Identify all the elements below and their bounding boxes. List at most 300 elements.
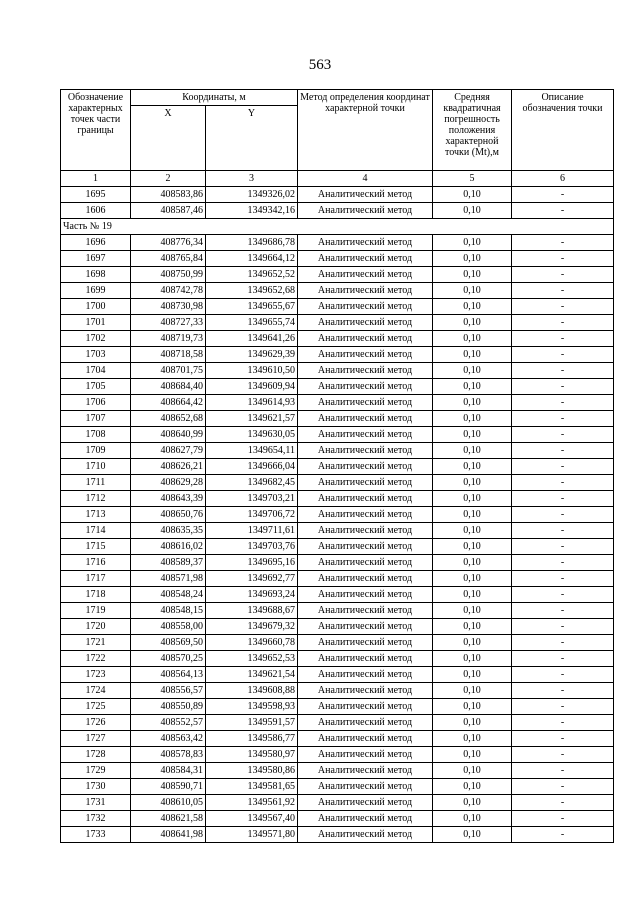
y-cell: 1349682,45 xyxy=(206,475,298,491)
x-cell: 408564,13 xyxy=(131,667,206,683)
error-cell: 0,10 xyxy=(433,363,512,379)
point-name-cell: 1711 xyxy=(61,475,131,491)
y-cell: 1349621,57 xyxy=(206,411,298,427)
page-number: 563 xyxy=(308,57,332,73)
table-row xyxy=(61,555,614,571)
point-name-cell: 1698 xyxy=(61,267,131,283)
point-name-cell: 1702 xyxy=(61,331,131,347)
y-cell: 1349695,16 xyxy=(206,555,298,571)
description-cell: - xyxy=(512,763,614,779)
point-name-cell: 1706 xyxy=(61,395,131,411)
method-cell: Аналитический метод xyxy=(298,395,433,411)
error-cell: 0,10 xyxy=(433,683,512,699)
y-cell: 1349692,77 xyxy=(206,571,298,587)
description-cell: - xyxy=(512,523,614,539)
x-cell: 408719,73 xyxy=(131,331,206,347)
y-cell: 1349660,78 xyxy=(206,635,298,651)
error-cell: 0,10 xyxy=(433,555,512,571)
description-cell: - xyxy=(512,667,614,683)
x-cell: 408587,46 xyxy=(131,203,206,219)
table-row xyxy=(61,379,614,395)
description-cell: - xyxy=(512,395,614,411)
header-description: Описание обозначения точки xyxy=(512,90,614,171)
x-cell: 408640,99 xyxy=(131,427,206,443)
description-cell: - xyxy=(512,779,614,795)
table-row xyxy=(61,315,614,331)
y-cell: 1349591,57 xyxy=(206,715,298,731)
x-cell: 408765,84 xyxy=(131,251,206,267)
description-cell: - xyxy=(512,619,614,635)
method-cell: Аналитический метод xyxy=(298,699,433,715)
method-cell: Аналитический метод xyxy=(298,667,433,683)
description-cell: - xyxy=(512,459,614,475)
description-cell: - xyxy=(512,747,614,763)
y-cell: 1349614,93 xyxy=(206,395,298,411)
y-cell: 1349609,94 xyxy=(206,379,298,395)
x-cell: 408552,57 xyxy=(131,715,206,731)
x-cell: 408650,76 xyxy=(131,507,206,523)
x-cell: 408563,42 xyxy=(131,731,206,747)
table-row xyxy=(61,331,614,347)
point-name-cell: 1720 xyxy=(61,619,131,635)
error-cell: 0,10 xyxy=(433,619,512,635)
method-cell: Аналитический метод xyxy=(298,571,433,587)
table-row xyxy=(61,603,614,619)
y-cell: 1349326,02 xyxy=(206,187,298,203)
x-cell: 408550,89 xyxy=(131,699,206,715)
header-error: Средняя квадратичная погрешность положения характерной точки (Mt),м xyxy=(433,90,512,171)
y-cell: 1349586,77 xyxy=(206,731,298,747)
error-cell: 0,10 xyxy=(433,315,512,331)
y-cell: 1349621,54 xyxy=(206,667,298,683)
point-name-cell: 1723 xyxy=(61,667,131,683)
y-cell: 1349686,78 xyxy=(206,235,298,251)
error-cell: 0,10 xyxy=(433,347,512,363)
y-cell: 1349652,52 xyxy=(206,267,298,283)
point-name-cell: 1704 xyxy=(61,363,131,379)
x-cell: 408556,57 xyxy=(131,683,206,699)
x-cell: 408570,25 xyxy=(131,651,206,667)
table-row xyxy=(61,459,614,475)
description-cell: - xyxy=(512,235,614,251)
x-cell: 408750,99 xyxy=(131,267,206,283)
y-cell: 1349664,12 xyxy=(206,251,298,267)
table-row xyxy=(61,411,614,427)
table-row xyxy=(61,299,614,315)
column-number: 5 xyxy=(433,171,512,187)
x-cell: 408571,98 xyxy=(131,571,206,587)
x-cell: 408701,75 xyxy=(131,363,206,379)
method-cell: Аналитический метод xyxy=(298,603,433,619)
error-cell: 0,10 xyxy=(433,331,512,347)
x-cell: 408616,02 xyxy=(131,539,206,555)
point-name-cell: 1726 xyxy=(61,715,131,731)
table-row xyxy=(61,587,614,603)
method-cell: Аналитический метод xyxy=(298,587,433,603)
y-cell: 1349703,76 xyxy=(206,539,298,555)
error-cell: 0,10 xyxy=(433,651,512,667)
error-cell: 0,10 xyxy=(433,427,512,443)
description-cell: - xyxy=(512,635,614,651)
error-cell: 0,10 xyxy=(433,251,512,267)
header-point-name: Обозначение характерных точек части границы xyxy=(61,90,131,171)
table-row xyxy=(61,635,614,651)
x-cell: 408635,35 xyxy=(131,523,206,539)
x-cell: 408626,21 xyxy=(131,459,206,475)
method-cell: Аналитический метод xyxy=(298,203,433,219)
point-name-cell: 1712 xyxy=(61,491,131,507)
method-cell: Аналитический метод xyxy=(298,747,433,763)
table-row xyxy=(61,475,614,491)
x-cell: 408610,05 xyxy=(131,795,206,811)
y-cell: 1349629,39 xyxy=(206,347,298,363)
part-row xyxy=(61,219,614,235)
point-name-cell: 1696 xyxy=(61,235,131,251)
description-cell: - xyxy=(512,571,614,587)
point-name-cell: 1705 xyxy=(61,379,131,395)
header-x: X xyxy=(131,106,206,171)
point-name-cell: 1703 xyxy=(61,347,131,363)
error-cell: 0,10 xyxy=(433,235,512,251)
table-row xyxy=(61,683,614,699)
error-cell: 0,10 xyxy=(433,715,512,731)
x-cell: 408776,34 xyxy=(131,235,206,251)
y-cell: 1349655,74 xyxy=(206,315,298,331)
method-cell: Аналитический метод xyxy=(298,635,433,651)
column-number: 1 xyxy=(61,171,131,187)
y-cell: 1349342,16 xyxy=(206,203,298,219)
method-cell: Аналитический метод xyxy=(298,827,433,843)
y-cell: 1349571,80 xyxy=(206,827,298,843)
method-cell: Аналитический метод xyxy=(298,427,433,443)
point-name-cell: 1719 xyxy=(61,603,131,619)
description-cell: - xyxy=(512,331,614,347)
x-cell: 408742,78 xyxy=(131,283,206,299)
error-cell: 0,10 xyxy=(433,699,512,715)
description-cell: - xyxy=(512,795,614,811)
error-cell: 0,10 xyxy=(433,571,512,587)
point-name-cell: 1729 xyxy=(61,763,131,779)
method-cell: Аналитический метод xyxy=(298,507,433,523)
x-cell: 408684,40 xyxy=(131,379,206,395)
error-cell: 0,10 xyxy=(433,379,512,395)
description-cell: - xyxy=(512,555,614,571)
point-name-cell: 1727 xyxy=(61,731,131,747)
method-cell: Аналитический метод xyxy=(298,475,433,491)
x-cell: 408548,24 xyxy=(131,587,206,603)
y-cell: 1349567,40 xyxy=(206,811,298,827)
method-cell: Аналитический метод xyxy=(298,651,433,667)
table-row xyxy=(61,539,614,555)
table-row xyxy=(61,779,614,795)
description-cell: - xyxy=(512,299,614,315)
description-cell: - xyxy=(512,379,614,395)
method-cell: Аналитический метод xyxy=(298,491,433,507)
point-name-cell: 1714 xyxy=(61,523,131,539)
y-cell: 1349608,88 xyxy=(206,683,298,699)
y-cell: 1349666,04 xyxy=(206,459,298,475)
y-cell: 1349703,21 xyxy=(206,491,298,507)
header-y: Y xyxy=(206,106,298,171)
y-cell: 1349581,65 xyxy=(206,779,298,795)
column-numbers-row xyxy=(61,171,614,187)
header-coordinates: Координаты, м xyxy=(131,90,298,106)
y-cell: 1349654,11 xyxy=(206,443,298,459)
description-cell: - xyxy=(512,539,614,555)
x-cell: 408627,79 xyxy=(131,443,206,459)
x-cell: 408641,98 xyxy=(131,827,206,843)
y-cell: 1349580,97 xyxy=(206,747,298,763)
point-name-cell: 1713 xyxy=(61,507,131,523)
part-label: Часть № 19 xyxy=(61,219,614,235)
table-row xyxy=(61,427,614,443)
method-cell: Аналитический метод xyxy=(298,731,433,747)
table-row xyxy=(61,811,614,827)
table-row xyxy=(61,443,614,459)
table-row xyxy=(61,715,614,731)
table-row xyxy=(61,363,614,379)
method-cell: Аналитический метод xyxy=(298,331,433,347)
description-cell: - xyxy=(512,427,614,443)
description-cell: - xyxy=(512,315,614,331)
x-cell: 408664,42 xyxy=(131,395,206,411)
error-cell: 0,10 xyxy=(433,731,512,747)
method-cell: Аналитический метод xyxy=(298,299,433,315)
description-cell: - xyxy=(512,475,614,491)
x-cell: 408548,15 xyxy=(131,603,206,619)
column-number: 6 xyxy=(512,171,614,187)
x-cell: 408590,71 xyxy=(131,779,206,795)
error-cell: 0,10 xyxy=(433,395,512,411)
error-cell: 0,10 xyxy=(433,475,512,491)
error-cell: 0,10 xyxy=(433,779,512,795)
method-cell: Аналитический метод xyxy=(298,619,433,635)
table-row xyxy=(61,699,614,715)
x-cell: 408643,39 xyxy=(131,491,206,507)
x-cell: 408730,98 xyxy=(131,299,206,315)
x-cell: 408629,28 xyxy=(131,475,206,491)
method-cell: Аналитический метод xyxy=(298,443,433,459)
description-cell: - xyxy=(512,651,614,667)
error-cell: 0,10 xyxy=(433,667,512,683)
description-cell: - xyxy=(512,203,614,219)
table-row xyxy=(61,571,614,587)
y-cell: 1349652,53 xyxy=(206,651,298,667)
point-name-cell: 1721 xyxy=(61,635,131,651)
y-cell: 1349679,32 xyxy=(206,619,298,635)
method-cell: Аналитический метод xyxy=(298,763,433,779)
coordinates-table xyxy=(60,89,614,843)
x-cell: 408589,37 xyxy=(131,555,206,571)
point-name-cell: 1722 xyxy=(61,651,131,667)
table-row xyxy=(61,731,614,747)
x-cell: 408652,68 xyxy=(131,411,206,427)
table-row xyxy=(61,347,614,363)
description-cell: - xyxy=(512,267,614,283)
table-row xyxy=(61,763,614,779)
description-cell: - xyxy=(512,443,614,459)
description-cell: - xyxy=(512,187,614,203)
method-cell: Аналитический метод xyxy=(298,267,433,283)
error-cell: 0,10 xyxy=(433,187,512,203)
table-row xyxy=(61,651,614,667)
method-cell: Аналитический метод xyxy=(298,539,433,555)
point-name-cell: 1725 xyxy=(61,699,131,715)
table-row xyxy=(61,283,614,299)
table-body xyxy=(61,187,614,843)
y-cell: 1349580,86 xyxy=(206,763,298,779)
description-cell: - xyxy=(512,491,614,507)
table-row xyxy=(61,523,614,539)
method-cell: Аналитический метод xyxy=(298,411,433,427)
y-cell: 1349610,50 xyxy=(206,363,298,379)
error-cell: 0,10 xyxy=(433,763,512,779)
error-cell: 0,10 xyxy=(433,507,512,523)
header-method: Метод определения координат характерной точки xyxy=(298,90,433,171)
point-name-cell: 1732 xyxy=(61,811,131,827)
error-cell: 0,10 xyxy=(433,203,512,219)
x-cell: 408558,00 xyxy=(131,619,206,635)
point-name-cell: 1731 xyxy=(61,795,131,811)
error-cell: 0,10 xyxy=(433,443,512,459)
point-name-cell: 1718 xyxy=(61,587,131,603)
error-cell: 0,10 xyxy=(433,587,512,603)
table-row xyxy=(61,507,614,523)
description-cell: - xyxy=(512,603,614,619)
description-cell: - xyxy=(512,283,614,299)
x-cell: 408569,50 xyxy=(131,635,206,651)
method-cell: Аналитический метод xyxy=(298,523,433,539)
table-row xyxy=(61,795,614,811)
description-cell: - xyxy=(512,731,614,747)
x-cell: 408578,83 xyxy=(131,747,206,763)
description-cell: - xyxy=(512,811,614,827)
method-cell: Аналитический метод xyxy=(298,715,433,731)
error-cell: 0,10 xyxy=(433,459,512,475)
point-name-cell: 1715 xyxy=(61,539,131,555)
x-cell: 408727,33 xyxy=(131,315,206,331)
y-cell: 1349706,72 xyxy=(206,507,298,523)
method-cell: Аналитический метод xyxy=(298,459,433,475)
x-cell: 408621,58 xyxy=(131,811,206,827)
method-cell: Аналитический метод xyxy=(298,187,433,203)
error-cell: 0,10 xyxy=(433,283,512,299)
table-row xyxy=(61,827,614,843)
error-cell: 0,10 xyxy=(433,411,512,427)
description-cell: - xyxy=(512,587,614,603)
y-cell: 1349561,92 xyxy=(206,795,298,811)
table-row xyxy=(61,203,614,219)
point-name-cell: 1695 xyxy=(61,187,131,203)
point-name-cell: 1707 xyxy=(61,411,131,427)
y-cell: 1349711,61 xyxy=(206,523,298,539)
point-name-cell: 1697 xyxy=(61,251,131,267)
method-cell: Аналитический метод xyxy=(298,379,433,395)
x-cell: 408718,58 xyxy=(131,347,206,363)
table-row xyxy=(61,235,614,251)
description-cell: - xyxy=(512,411,614,427)
column-number: 3 xyxy=(206,171,298,187)
description-cell: - xyxy=(512,347,614,363)
table-row xyxy=(61,667,614,683)
point-name-cell: 1699 xyxy=(61,283,131,299)
table-row xyxy=(61,251,614,267)
point-name-cell: 1709 xyxy=(61,443,131,459)
description-cell: - xyxy=(512,363,614,379)
x-cell: 408584,31 xyxy=(131,763,206,779)
y-cell: 1349688,67 xyxy=(206,603,298,619)
method-cell: Аналитический метод xyxy=(298,779,433,795)
method-cell: Аналитический метод xyxy=(298,347,433,363)
table-row xyxy=(61,491,614,507)
method-cell: Аналитический метод xyxy=(298,235,433,251)
error-cell: 0,10 xyxy=(433,635,512,651)
point-name-cell: 1717 xyxy=(61,571,131,587)
point-name-cell: 1708 xyxy=(61,427,131,443)
error-cell: 0,10 xyxy=(433,491,512,507)
method-cell: Аналитический метод xyxy=(298,363,433,379)
table-row xyxy=(61,395,614,411)
description-cell: - xyxy=(512,251,614,267)
method-cell: Аналитический метод xyxy=(298,251,433,267)
table-row xyxy=(61,187,614,203)
y-cell: 1349693,24 xyxy=(206,587,298,603)
error-cell: 0,10 xyxy=(433,827,512,843)
point-name-cell: 1606 xyxy=(61,203,131,219)
error-cell: 0,10 xyxy=(433,539,512,555)
description-cell: - xyxy=(512,683,614,699)
error-cell: 0,10 xyxy=(433,795,512,811)
error-cell: 0,10 xyxy=(433,267,512,283)
method-cell: Аналитический метод xyxy=(298,315,433,331)
point-name-cell: 1728 xyxy=(61,747,131,763)
error-cell: 0,10 xyxy=(433,603,512,619)
column-number: 2 xyxy=(131,171,206,187)
point-name-cell: 1733 xyxy=(61,827,131,843)
point-name-cell: 1724 xyxy=(61,683,131,699)
method-cell: Аналитический метод xyxy=(298,811,433,827)
error-cell: 0,10 xyxy=(433,811,512,827)
table-header xyxy=(61,90,614,187)
column-number: 4 xyxy=(298,171,433,187)
error-cell: 0,10 xyxy=(433,747,512,763)
point-name-cell: 1701 xyxy=(61,315,131,331)
y-cell: 1349652,68 xyxy=(206,283,298,299)
y-cell: 1349655,67 xyxy=(206,299,298,315)
y-cell: 1349641,26 xyxy=(206,331,298,347)
x-cell: 408583,86 xyxy=(131,187,206,203)
error-cell: 0,10 xyxy=(433,523,512,539)
description-cell: - xyxy=(512,827,614,843)
table-row xyxy=(61,619,614,635)
method-cell: Аналитический метод xyxy=(298,683,433,699)
table-row xyxy=(61,747,614,763)
point-name-cell: 1710 xyxy=(61,459,131,475)
point-name-cell: 1700 xyxy=(61,299,131,315)
table-row xyxy=(61,267,614,283)
description-cell: - xyxy=(512,715,614,731)
description-cell: - xyxy=(512,699,614,715)
method-cell: Аналитический метод xyxy=(298,795,433,811)
method-cell: Аналитический метод xyxy=(298,555,433,571)
y-cell: 1349630,05 xyxy=(206,427,298,443)
error-cell: 0,10 xyxy=(433,299,512,315)
method-cell: Аналитический метод xyxy=(298,283,433,299)
description-cell: - xyxy=(512,507,614,523)
point-name-cell: 1730 xyxy=(61,779,131,795)
point-name-cell: 1716 xyxy=(61,555,131,571)
y-cell: 1349598,93 xyxy=(206,699,298,715)
